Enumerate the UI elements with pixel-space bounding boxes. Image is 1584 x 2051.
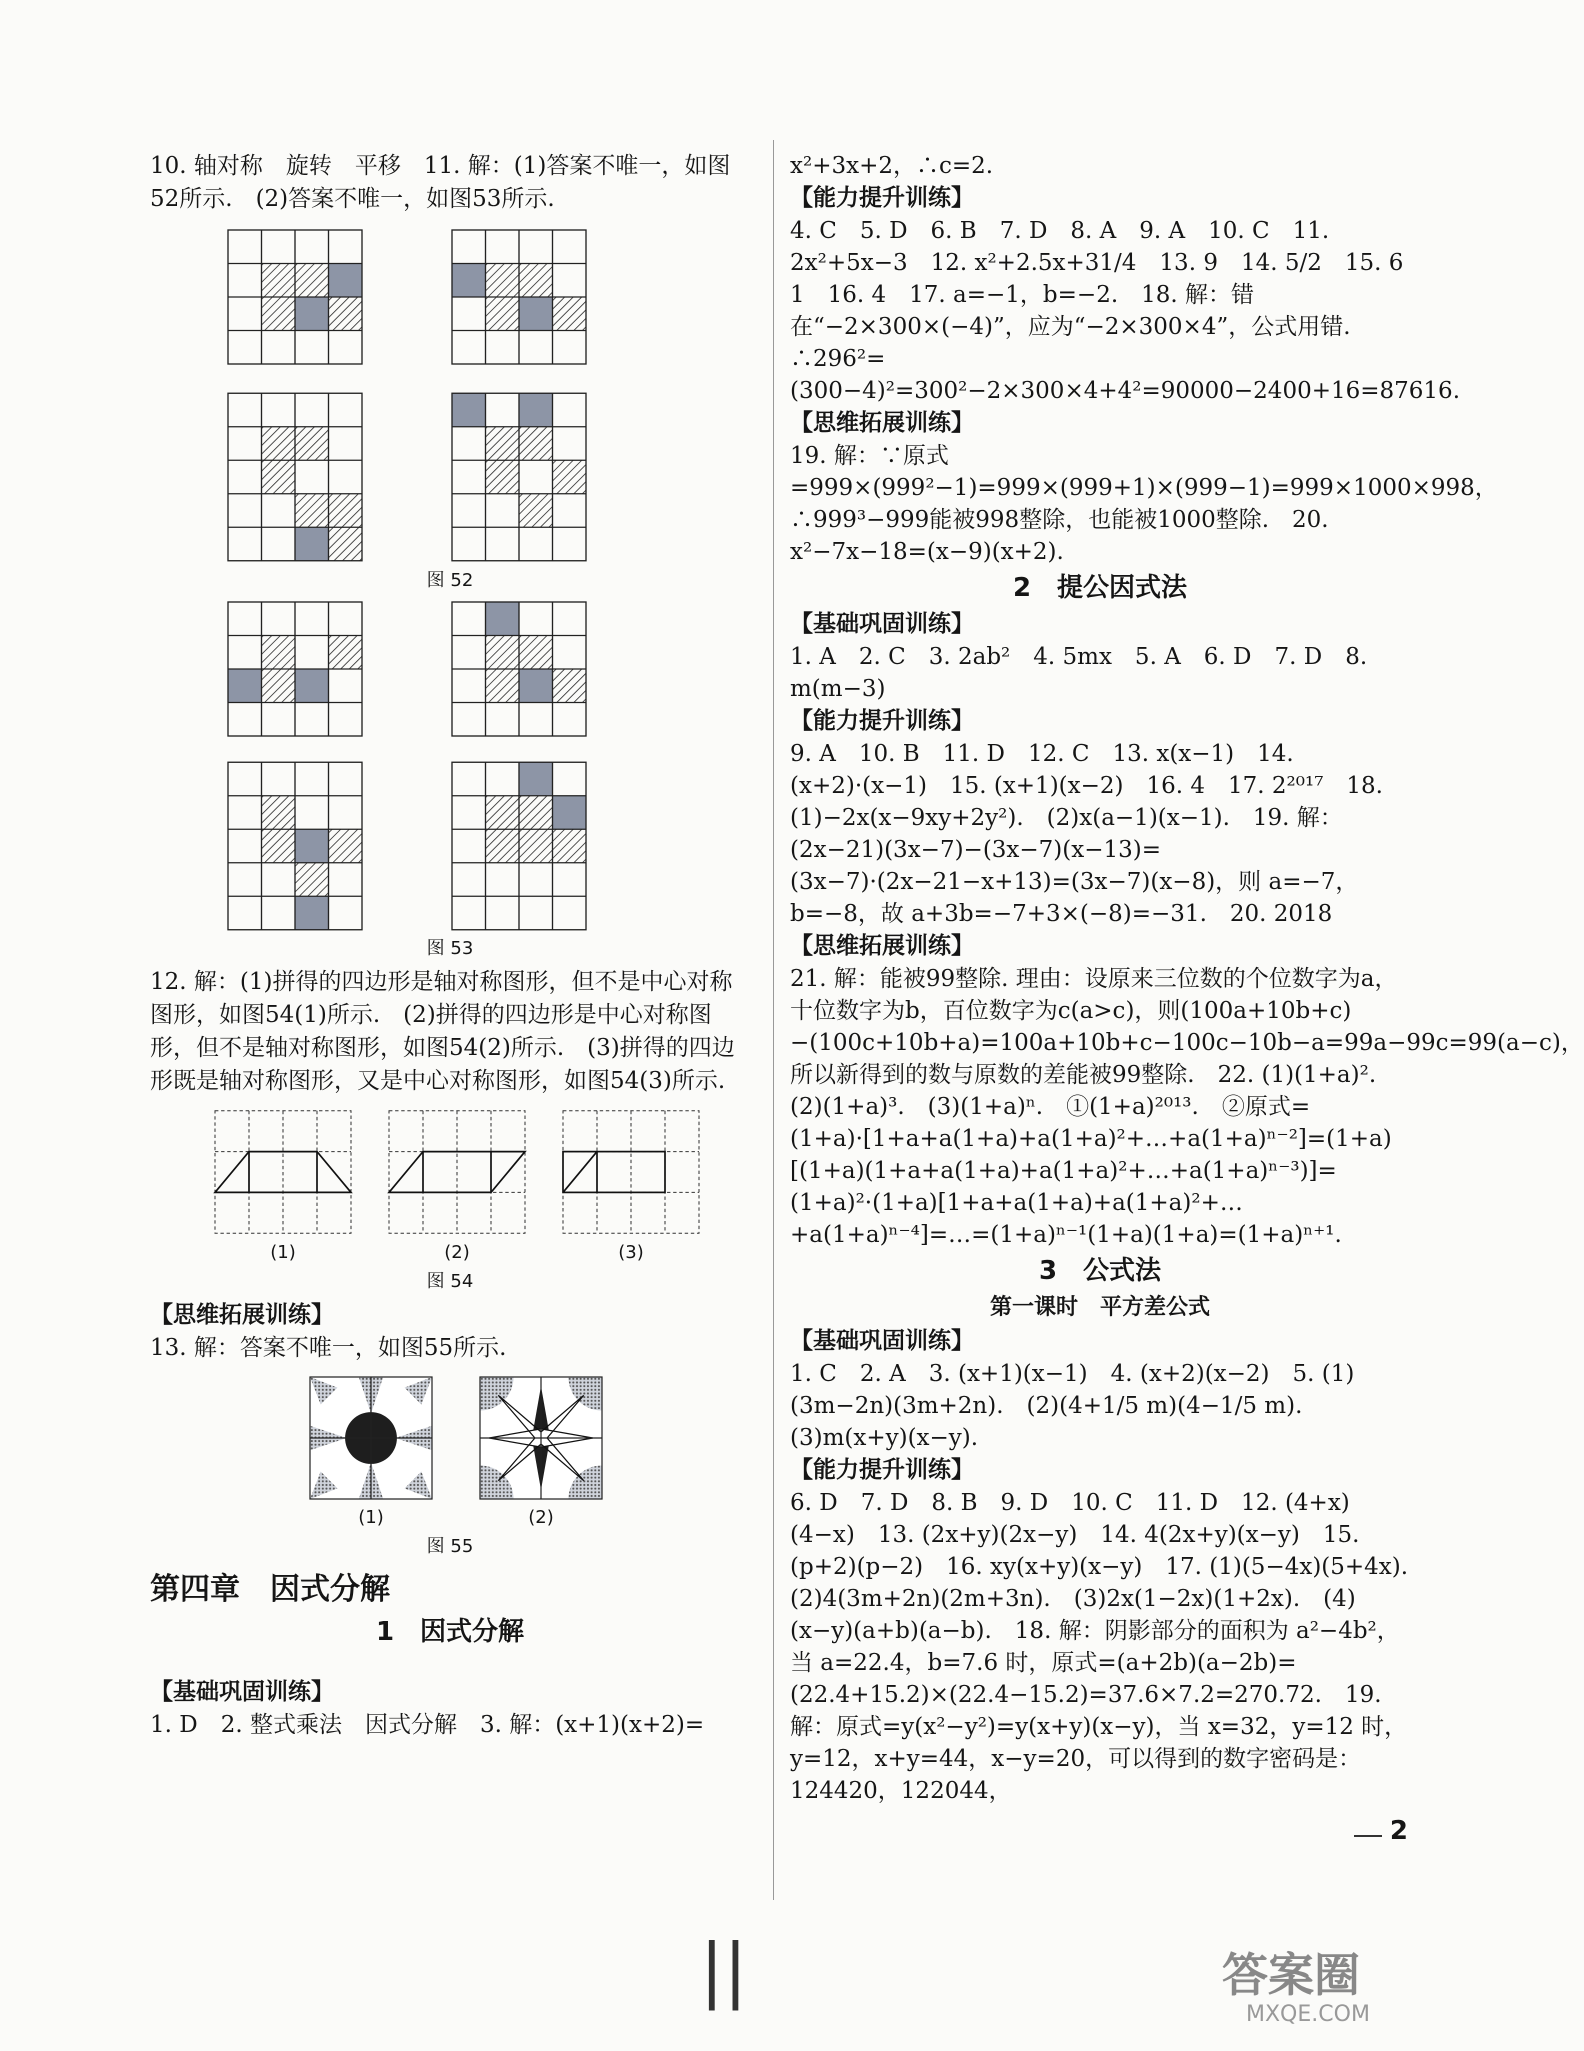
figure-54-caption: 图 54 bbox=[426, 1271, 474, 1292]
answer-13: 13. 解：答案不唯一，如图55所示. bbox=[150, 1335, 507, 1361]
section-heading: 【思维拓展训练】 bbox=[790, 410, 974, 436]
answer-nengli-4-18: 4. C 5. D 6. B 7. D 8. A 9. A 10. C 11. 2x²+5x−3 12. x²+2.5x+31/4 13. 9 14. 5/2 15. 6 1 16. 4 17. a=−1，b=−2. 18. 解：错在“−2×300×(−4)”，应为“−2×300×4”，公式用错. ∴296²=(300−4)²=300²−2×300×4+4²=90000−2400+16=87616. bbox=[790, 218, 1460, 404]
grid-figure bbox=[228, 602, 362, 736]
figure-55-item bbox=[480, 1377, 602, 1528]
figure-52-caption: 图 52 bbox=[426, 570, 474, 591]
page-number-dash bbox=[1354, 1835, 1382, 1837]
lesson-title: 1 因式分解 bbox=[375, 1617, 525, 1647]
grid-figure bbox=[228, 230, 362, 364]
chapter-title: 第四章 因式分解 bbox=[150, 1572, 390, 1607]
figure-54-label: (1) bbox=[270, 1242, 296, 1263]
answer-3-continued: x²+3x+2，∴c=2. bbox=[790, 153, 994, 179]
figure-52-top-row bbox=[228, 230, 750, 364]
quad-figure bbox=[215, 1110, 351, 1234]
left-column bbox=[150, 150, 750, 1742]
figure-54 bbox=[215, 1110, 750, 1263]
section-heading: 【思维拓展训练】 bbox=[790, 933, 974, 959]
grid-figure bbox=[452, 230, 586, 364]
figure-53-top-row bbox=[228, 602, 750, 736]
section-heading: 【能力提升训练】 bbox=[790, 708, 974, 734]
answer-siwei-19-20: 19. 解：∵原式=999×(999²−1)=999×(999+1)×(999−1)=999×1000×998，∴999³−999能被998整除，也能被1000整除. 20. x²−7x−18=(x−9)(x+2). bbox=[790, 443, 1498, 565]
quad-figure bbox=[563, 1110, 699, 1234]
figure-53-caption: 图 53 bbox=[426, 938, 474, 959]
figure-55-label: (2) bbox=[528, 1507, 554, 1528]
figure-54-item bbox=[563, 1110, 699, 1263]
figure-55-caption: 图 55 bbox=[426, 1536, 474, 1557]
figure-54-item bbox=[215, 1110, 351, 1263]
grid-figure bbox=[452, 392, 586, 562]
quad-figure bbox=[389, 1110, 525, 1234]
answer-10-11: 10. 轴对称 旋转 平移 11. 解：(1)答案不唯一，如图52所示. (2)答案不唯一，如图53所示. bbox=[150, 153, 731, 212]
lesson-title: 2 提公因式法 bbox=[1012, 573, 1188, 603]
page-number: 2 bbox=[1389, 1816, 1408, 1846]
section-heading: 【基础巩固训练】 bbox=[150, 1679, 334, 1705]
figure-54-item bbox=[389, 1110, 525, 1263]
answer-jichu-1-8: 1. A 2. C 3. 2ab² 4. 5mx 5. A 6. D 7. D 8. m(m−3) bbox=[790, 644, 1375, 702]
figure-52-bottom-row bbox=[228, 392, 750, 562]
answer-nengli-6-19: 6. D 7. D 8. B 9. D 10. C 11. D 12. (4+x)(4−x) 13. (2x+y)(2x−y) 14. 4(2x+y)(x−y) 15. (p+2)(p−2) 16. xy(x+y)(x−y) 17. (1)(5−4x)(5+4x). (2)4(3m+2n)(2m+3n). (3)2x(1−2x)(1+2x). (4)(x−y)(a+b)(a−b). 18. 解：阴影部分的面积为 a²−4b²，当 a=22.4，b=7.6 时，原式=(a+2b)(a−2b)=(22.4+15.2)×(22.4−15.2)=37.6×7.2=270.72. 19. 解：原式=y(x²−y²)=y(x+y)(x−y)，当 x=32，y=12 时，y=12，x+y=44，x−y=20，可以得到的数字密码是：124420，122044， bbox=[790, 1490, 1432, 1804]
figure-54-label: (2) bbox=[444, 1242, 470, 1263]
figure-55-item bbox=[310, 1377, 432, 1528]
lesson-subtitle: 第一课时 平方差公式 bbox=[989, 1295, 1210, 1320]
grid-figure bbox=[452, 762, 586, 930]
pattern-figure bbox=[480, 1377, 602, 1499]
figure-53-bottom-row bbox=[228, 762, 750, 930]
answer-jichu-1-5: 1. C 2. A 3. (x+1)(x−1) 4. (x+2)(x−2) 5. (1)(3m−2n)(3m+2n). (2)(4+1/5 m)(4−1/5 m). (3)m(x+y)(x−y). bbox=[790, 1361, 1355, 1451]
pattern-figure bbox=[310, 1377, 432, 1499]
lesson-title: 3 公式法 bbox=[1038, 1256, 1162, 1286]
handwritten-mark: || bbox=[700, 1929, 748, 2011]
answer-12: 12. 解：(1)拼得的四边形是轴对称图形，但不是中心对称图形，如图54(1)所示. (2)拼得的四边形是中心对称图形，但不是轴对称图形，如图54(2)所示. (3)拼得的四边形既是轴对称图形，又是中心对称图形，如图54(3)所示. bbox=[150, 969, 735, 1094]
answer-nengli-9-20: 9. A 10. B 11. D 12. C 13. x(x−1) 14. (x+2)·(x−1) 15. (x+1)(x−2) 16. 4 17. 2²⁰¹⁷ 18. (1)−2x(x−9xy+2y²). (2)x(a−1)(x−1). 19. 解：(2x−21)(3x−7)−(3x−7)(x−13)=(3x−7)·(2x−21−x+13)=(3x−7)(x−8)，则 a=−7，b=−8，故 a+3b=−7+3×(−8)=−31. 20. 2018 bbox=[790, 741, 1391, 927]
section-heading: 【能力提升训练】 bbox=[790, 185, 974, 211]
watermark-url: MXQE.COM bbox=[1246, 2002, 1370, 2027]
watermark-logo bbox=[1216, 1941, 1396, 2031]
right-column bbox=[790, 150, 1584, 1807]
figure-55 bbox=[310, 1377, 750, 1528]
section-heading: 【能力提升训练】 bbox=[790, 1457, 974, 1483]
answer-siwei-21-22: 21. 解：能被99整除. 理由：设原来三位数的个位数字为a，十位数字为b，百位数字为c(a>c)，则(100a+10b+c)−(100c+10b+a)=100a+10b+c−100c−10b−a=99a−99c=99(a−c)，所以新得到的数与原数的差能被99整除. 22. (1)(1+a)². (2)(1+a)³. (3)(1+a)ⁿ. ①(1+a)²⁰¹³. ②原式=(1+a)·[1+a+a(1+a)+a(1+a)²+…+a(1+a)ⁿ⁻²]=(1+a)[(1+a)(1+a+a(1+a)+a(1+a)²+…+a(1+a)ⁿ⁻³)]=(1+a)²·(1+a)[1+a+a(1+a)+a(1+a)²+…+a(1+a)ⁿ⁻⁴]=…=(1+a)ⁿ⁻¹(1+a)(1+a)=(1+a)ⁿ⁺¹. bbox=[790, 966, 1584, 1248]
section-heading: 【基础巩固训练】 bbox=[790, 1328, 974, 1354]
grid-figure bbox=[228, 392, 362, 562]
section-heading: 【思维拓展训练】 bbox=[150, 1302, 334, 1328]
grid-figure bbox=[228, 762, 362, 930]
grid-figure bbox=[452, 602, 586, 736]
column-divider bbox=[773, 140, 774, 1900]
figure-54-label: (3) bbox=[618, 1242, 644, 1263]
section-heading: 【基础巩固训练】 bbox=[790, 611, 974, 637]
answer-jichu-1-3: 1. D 2. 整式乘法 因式分解 3. 解：(x+1)(x+2)= bbox=[150, 1712, 705, 1738]
watermark-text: 答案圈 bbox=[1222, 1948, 1360, 2002]
figure-55-label: (1) bbox=[358, 1507, 384, 1528]
